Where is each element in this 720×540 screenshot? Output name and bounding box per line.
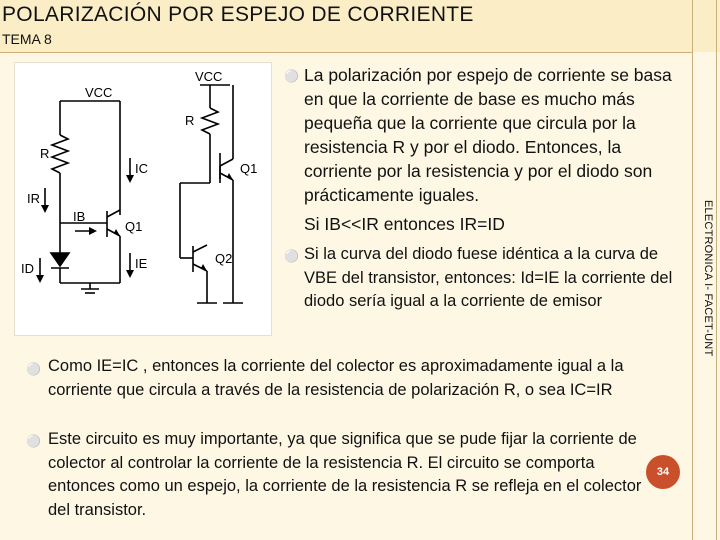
ib-label: IB: [73, 209, 86, 224]
bullet-text-4: Este circuito es muy importante, ya que significa que se pude fijar la corriente de colector al controlar la corriente de la resistencia R. El circuito se comporta entonces como un espejo, la corriente de la resistencia R se refleja en el colector del transistor.: [48, 430, 642, 519]
bullet-text-1: La polarización por espejo de corriente se basa en que la corriente de base es mucho más pequeña que la corriente que circula por la resistencia R y por el diodo. Entonces, la corriente por la resistencia y por el diodo son prácticamente iguales.: [304, 65, 672, 205]
page-subtitle: TEMA 8: [2, 31, 52, 47]
sidebar-label: ELECTRONICA I- FACET-UNT: [702, 200, 714, 357]
q1-left-label: Q1: [125, 219, 143, 234]
bullet-icon: ⚪: [26, 434, 41, 448]
ie-label: IE: [135, 256, 148, 271]
bullet-icon: ⚪: [284, 249, 299, 263]
bullet-icon: ⚪: [284, 69, 299, 83]
sidebar-edge: [716, 0, 717, 540]
bullet-formula-1: Si IB<<IR entonces IR=ID: [304, 214, 505, 234]
r-left-label: R: [40, 146, 50, 161]
r-right-label: R: [185, 113, 195, 128]
sidebar-divider: [692, 0, 693, 540]
vcc-right-label: VCC: [195, 69, 223, 84]
current-mirror-schematic: [15, 63, 271, 335]
ir-label: IR: [27, 191, 40, 206]
vcc-left-label: VCC: [85, 85, 113, 100]
bullet-icon: ⚪: [26, 362, 41, 376]
q2-label: Q2: [215, 251, 233, 266]
q1-right-label: Q1: [240, 161, 258, 176]
ic-label: IC: [135, 161, 148, 176]
bullet-text-2: Si la curva del diodo fuese idéntica a la curva de VBE del transistor, entonces: Id=IE la corriente del diodo sería igual a la corriente de emisor: [304, 245, 673, 310]
header-divider: [0, 52, 692, 53]
bullet-text-3: Como IE=IC , entonces la corriente del colector es aproximadamente igual a la corriente que circula a través de la resistencia de polarización R, o sea IC=IR: [48, 357, 624, 399]
circuit-diagram: [14, 62, 272, 336]
id-label: ID: [21, 261, 34, 276]
page-title: POLARIZACIÓN POR ESPEJO DE CORRIENTE: [2, 3, 474, 26]
page-number-badge: 34: [646, 455, 680, 489]
